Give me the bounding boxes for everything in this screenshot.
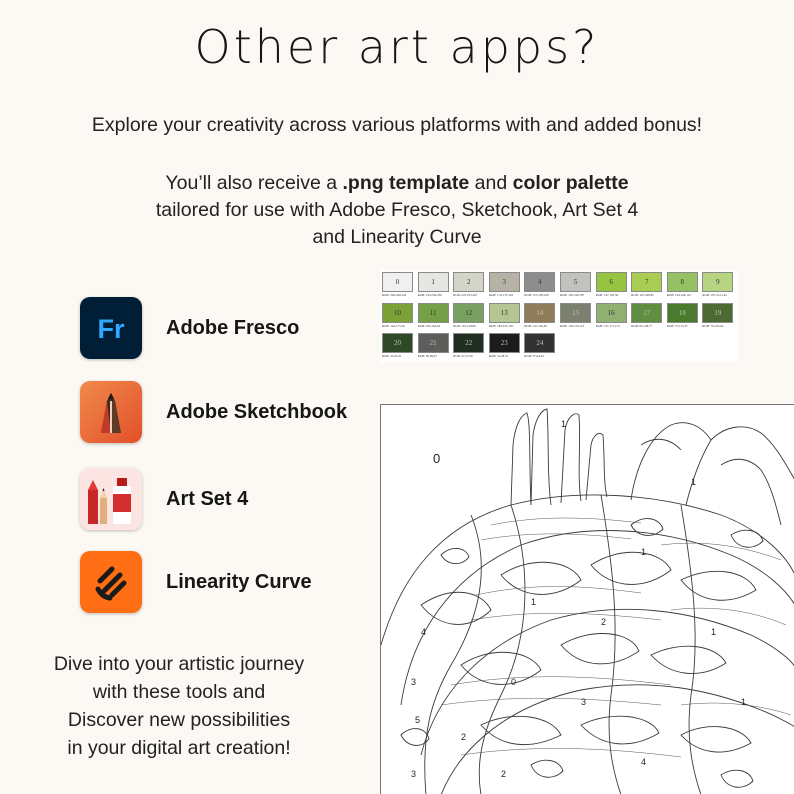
closing-line-4: in your digital art creation!	[67, 737, 291, 759]
bonus-line-3: and Linearity Curve	[312, 226, 482, 248]
bonus-line-1	[0, 170, 794, 197]
palette-swatch: 2	[453, 272, 484, 292]
palette-rgb-label: RGB: 116,158,86	[453, 323, 476, 328]
palette-swatch: 7	[631, 272, 662, 292]
palette-rgb-label: RGB: 147,126,82	[524, 323, 547, 328]
palette-rgb-label: RGB: 95,138,77	[631, 323, 653, 328]
app-label: Adobe Sketchbook	[166, 400, 348, 423]
template-number-label: 5	[415, 715, 421, 725]
linearity-curve-icon	[80, 551, 142, 613]
palette-swatch: 13	[489, 303, 520, 323]
palette-swatch: 15	[560, 303, 591, 323]
bonus-and: and	[469, 172, 513, 194]
template-number-label: 1	[711, 627, 717, 637]
app-label: Art Set 4	[166, 487, 249, 510]
palette-rgb-label: RGB: 233,236,230	[417, 293, 442, 297]
template-number-label: 1	[531, 597, 537, 607]
app-art-set-4[interactable]	[80, 467, 248, 531]
palette-swatch: 1	[418, 272, 449, 292]
palette-swatch: 18	[667, 303, 698, 323]
palette-rgb-label: RGB: 240,240,243	[382, 293, 407, 297]
template-number-label: 3	[411, 769, 417, 779]
palette-swatch: 14	[524, 303, 555, 323]
template-number-label: 1	[641, 547, 647, 557]
palette-rgb-label: RGB: 99,99,97	[417, 354, 437, 358]
template-line-art	[381, 405, 794, 794]
bonus-line-2: tailored for use with Adobe Fresco, Sketchook, Art Set 4	[155, 199, 639, 221]
template-number-label: 2	[501, 769, 507, 779]
palette-rgb-label: RGB: 79,103,62	[702, 323, 724, 328]
palette-rgb-label: RGB: 75,115,37	[666, 323, 688, 328]
template-number-label: 1	[691, 477, 697, 487]
palette-rgb-label: RGB: 27,37,29	[453, 354, 473, 358]
palette-swatch: 21	[418, 333, 449, 353]
art-set-4-icon	[80, 468, 142, 530]
palette-rgb-label: RGB: 195,196,187	[560, 293, 585, 297]
palette-swatch: 5	[560, 272, 591, 292]
template-number-label: 4	[641, 757, 647, 767]
palette-rgb-label: RGB: 45,65,41	[382, 354, 402, 358]
closing-message	[20, 650, 338, 762]
app-linearity-curve[interactable]	[80, 550, 312, 614]
palette-swatch: 16	[596, 303, 627, 323]
template-number-label: 2	[461, 732, 467, 742]
color-palette-text: color palette	[512, 172, 629, 194]
palette-rgb-label: RGB: 176,175,163	[488, 293, 513, 297]
palette-rgb-label: RGB: 167,208,85	[631, 293, 654, 297]
palette-rgb-label: RGB: 126,125,113	[560, 323, 585, 328]
bonus-description	[0, 170, 794, 251]
template-number-label: 1	[741, 697, 747, 707]
template-number-label: 4	[421, 627, 427, 637]
palette-rgb-label: RGB: 180,225,156	[488, 323, 513, 328]
palette-swatch: 0	[382, 272, 413, 292]
template-number-label: 0	[511, 677, 517, 687]
palette-swatch: 8	[667, 272, 698, 292]
closing-line-2: with these tools and	[92, 681, 266, 703]
app-adobe-sketchbook[interactable]	[80, 380, 347, 444]
adobe-sketchbook-icon	[80, 381, 142, 443]
color-palette	[380, 270, 738, 362]
palette-swatch: 24	[524, 333, 555, 353]
palette-swatch: 12	[453, 303, 484, 323]
closing-line-3: Discover new possibilities	[67, 709, 291, 731]
app-label: Adobe Fresco	[166, 316, 300, 339]
palette-rgb-label: RGB: 225,223,207	[453, 293, 478, 297]
palette-swatch: 11	[418, 303, 449, 323]
png-template-text: .png template	[342, 172, 470, 194]
palette-swatch: 17	[631, 303, 662, 323]
palette-swatch: 22	[453, 333, 484, 353]
adobe-fresco-icon	[80, 297, 142, 359]
app-adobe-fresco[interactable]	[80, 296, 299, 360]
page-title: Other art apps?	[194, 20, 600, 74]
palette-rgb-label: RGB: 155,158,160	[524, 293, 549, 297]
template-number-label: 3	[411, 677, 417, 687]
palette-rgb-label: RGB: 57,64,63	[524, 354, 544, 358]
palette-swatch: 9	[702, 272, 733, 292]
app-label: Linearity Curve	[166, 570, 312, 593]
palette-swatch: 19	[702, 303, 733, 323]
palette-swatch: 23	[489, 333, 520, 353]
palette-swatch: 4	[524, 272, 555, 292]
bonus-prefix: You’ll also receive a	[165, 172, 343, 194]
palette-rgb-label: RGB: 144,194,125	[666, 293, 691, 297]
palette-swatch: 10	[382, 303, 413, 323]
palette-swatch: 3	[489, 272, 520, 292]
palette-rgb-label: RGB: 137,171,113	[595, 323, 620, 328]
template-number-label: 0	[433, 451, 441, 466]
palette-swatch: 6	[596, 272, 627, 292]
paint-by-number-template	[380, 404, 794, 794]
subtitle: Explore your creativity across various platforms with and added bonus!	[91, 114, 703, 136]
palette-rgb-label: RGB: 187,212,144	[702, 293, 727, 297]
fresco-icon-text: Fr	[97, 314, 125, 344]
palette-swatch: 20	[382, 333, 413, 353]
palette-rgb-label: RGB: 142,175,49	[382, 323, 405, 328]
template-number-label: 2	[601, 617, 607, 627]
template-number-label: 1	[561, 419, 567, 429]
template-number-label: 3	[581, 697, 587, 707]
palette-rgb-label: RGB: 31,28,31	[488, 354, 509, 358]
palette-rgb-label: RGB: 147,195,50	[595, 293, 619, 297]
closing-line-1: Dive into your artistic journey	[53, 653, 305, 675]
palette-rgb-label: RGB: 106,162,62	[417, 323, 441, 328]
